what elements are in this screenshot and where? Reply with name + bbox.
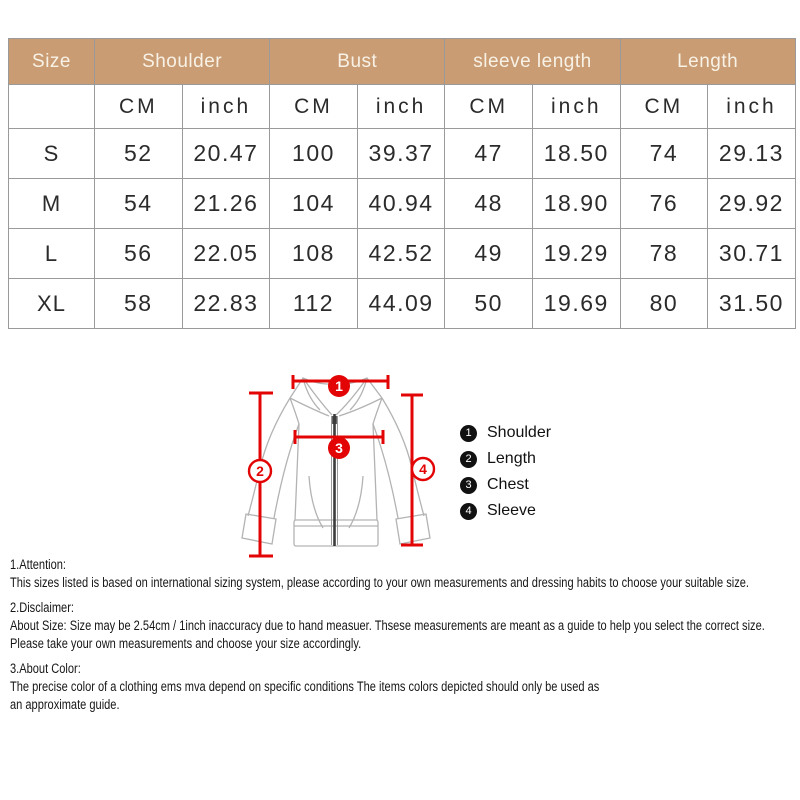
- unit-cm: CM: [445, 85, 533, 129]
- measurement-cell: 21.26: [182, 179, 270, 229]
- legend-item-length: [460, 450, 551, 468]
- measurement-cell: 29.92: [708, 179, 796, 229]
- measurement-cell: 19.69: [532, 279, 620, 329]
- measurement-cell: 39.37: [357, 129, 445, 179]
- legend-label: Sleeve: [487, 502, 536, 519]
- measurement-cell: 76: [620, 179, 708, 229]
- table-row-xl: [9, 279, 796, 329]
- note-text: This sizes listed is based on international sizing system, please according to your own measurements and dressing habits to choose your suitable size.: [10, 575, 749, 590]
- measurement-cell: 18.90: [532, 179, 620, 229]
- table-row-s: [9, 129, 796, 179]
- measurement-cell: 18.50: [532, 129, 620, 179]
- measurement-cell: 108: [270, 229, 358, 279]
- legend-item-shoulder: [460, 424, 551, 442]
- measurement-cell: 20.47: [182, 129, 270, 179]
- header-size: Size: [9, 39, 95, 85]
- measurement-cell: 30.71: [708, 229, 796, 279]
- measurement-cell: 112: [270, 279, 358, 329]
- unit-empty-cell: [9, 85, 95, 129]
- legend-label: Length: [487, 450, 536, 467]
- svg-text:3: 3: [335, 440, 343, 456]
- header-shoulder: Shoulder: [95, 39, 270, 85]
- note-text: The precise color of a clothing ems mva depend on specific conditions The items colors depicted should only be used as: [10, 679, 600, 694]
- size-cell: XL: [9, 279, 95, 329]
- unit-inch: inch: [182, 85, 270, 129]
- note-text: About Size: Size may be 2.54cm / 1inch inaccuracy due to hand measuer. Thsese measurements are meant as a guide to help you select the correct size.: [10, 618, 765, 633]
- table-row-m: [9, 179, 796, 229]
- marker-2-length: [249, 460, 271, 482]
- marker-3-chest: [328, 437, 350, 459]
- svg-text:1: 1: [335, 378, 343, 394]
- circled-number-4-icon: 4: [460, 503, 477, 520]
- group-header-row: [9, 39, 796, 85]
- note-about-color: [10, 660, 800, 714]
- header-bust: Bust: [270, 39, 445, 85]
- legend-label: Chest: [487, 476, 529, 493]
- measurement-cell: 29.13: [708, 129, 796, 179]
- svg-text:2: 2: [256, 463, 264, 479]
- size-cell: L: [9, 229, 95, 279]
- measurement-cell: 78: [620, 229, 708, 279]
- header-sleeve-length: sleeve length: [445, 39, 620, 85]
- measurement-cell: 40.94: [357, 179, 445, 229]
- unit-inch: inch: [708, 85, 796, 129]
- size-cell: S: [9, 129, 95, 179]
- marker-1-shoulder: [328, 375, 350, 397]
- garment-measure-diagram: [180, 368, 480, 568]
- note-heading: 2.Disclaimer:: [10, 600, 74, 615]
- measurement-cell: 52: [95, 129, 183, 179]
- note-text: an approximate guide.: [10, 697, 120, 712]
- measurement-cell: 74: [620, 129, 708, 179]
- measurement-cell: 31.50: [708, 279, 796, 329]
- measurement-cell: 19.29: [532, 229, 620, 279]
- circled-number-2-icon: 2: [460, 451, 477, 468]
- note-heading: 3.About Color:: [10, 661, 81, 676]
- note-disclaimer: [10, 599, 800, 653]
- unit-inch: inch: [532, 85, 620, 129]
- diagram-legend: [460, 424, 551, 528]
- svg-text:4: 4: [419, 461, 427, 477]
- legend-label: Shoulder: [487, 424, 552, 441]
- measurement-cell: 80: [620, 279, 708, 329]
- unit-cm: CM: [270, 85, 358, 129]
- measurement-cell: 104: [270, 179, 358, 229]
- measurement-cell: 22.05: [182, 229, 270, 279]
- measurement-cell: 100: [270, 129, 358, 179]
- table-row-l: [9, 229, 796, 279]
- measurement-cell: 50: [445, 279, 533, 329]
- unit-header-row: [9, 85, 796, 129]
- legend-item-chest: [460, 476, 551, 494]
- measurement-lines: [249, 375, 423, 556]
- measurement-cell: 54: [95, 179, 183, 229]
- unit-inch: inch: [357, 85, 445, 129]
- note-attention: [10, 556, 800, 592]
- measurement-cell: 22.83: [182, 279, 270, 329]
- note-heading: 1.Attention:: [10, 557, 67, 572]
- measurement-cell: 44.09: [357, 279, 445, 329]
- measurement-cell: 42.52: [357, 229, 445, 279]
- legend-item-sleeve: [460, 502, 551, 520]
- measurement-cell: 56: [95, 229, 183, 279]
- note-text: Please take your own measurements and choose your size accordingly.: [10, 636, 362, 651]
- header-length: Length: [620, 39, 795, 85]
- hoodie-outline-drawing: [242, 378, 430, 546]
- measurement-cell: 49: [445, 229, 533, 279]
- size-cell: M: [9, 179, 95, 229]
- marker-4-sleeve: [412, 458, 434, 480]
- circled-number-3-icon: 3: [460, 477, 477, 494]
- notes-section: [10, 550, 800, 721]
- measurement-cell: 47: [445, 129, 533, 179]
- unit-cm: CM: [620, 85, 708, 129]
- measurement-cell: 48: [445, 179, 533, 229]
- measurement-cell: 58: [95, 279, 183, 329]
- circled-number-1-icon: 1: [460, 425, 477, 442]
- size-chart-table: [8, 38, 796, 329]
- unit-cm: CM: [95, 85, 183, 129]
